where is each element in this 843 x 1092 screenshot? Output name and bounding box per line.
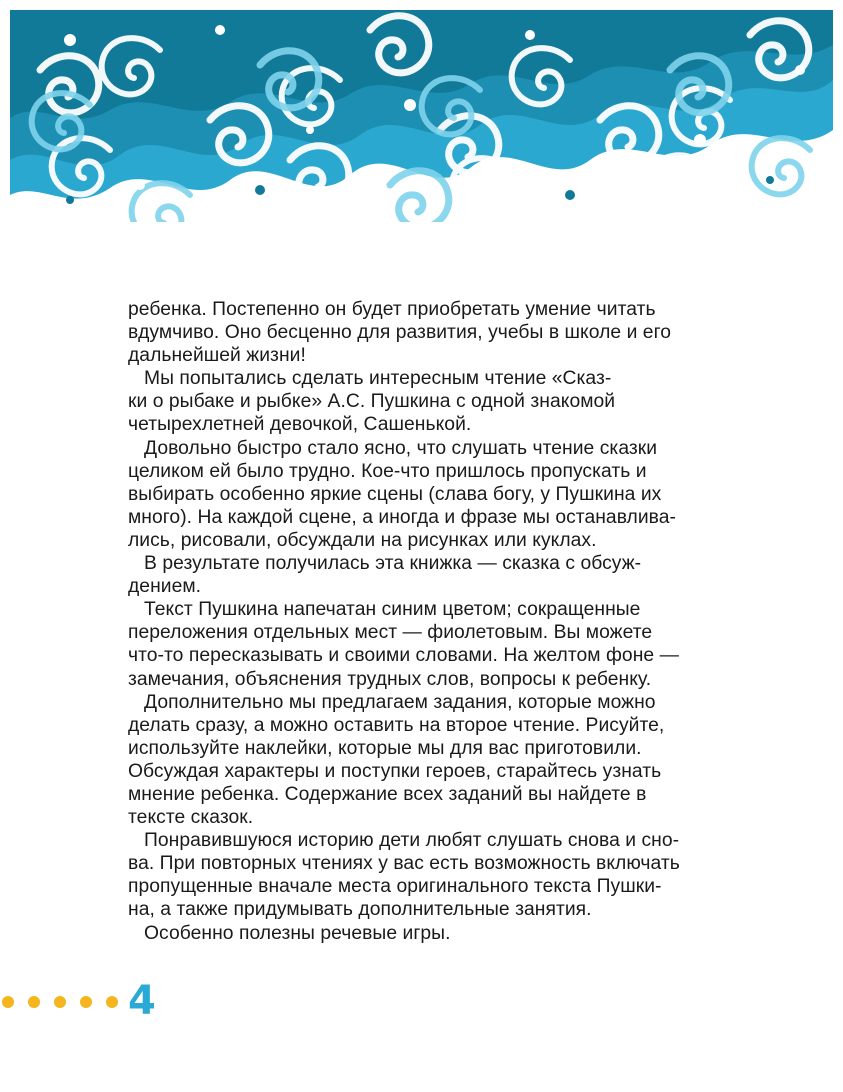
page-marker-dot (80, 996, 92, 1008)
text-line: что-то пересказывать и своими словами. На желтом фоне — (128, 645, 679, 667)
text-line: переложения отдельных мест — фиолетовым. Вы можете (128, 622, 653, 644)
text-line: дальнейшей жизни! (128, 345, 306, 367)
text-line: выбирать особенно яркие сцены (слава богу, у Пушкина их (128, 483, 662, 505)
text-line: лись, рисовали, обсуждали на рисунках или куклах. (128, 529, 597, 551)
page-top-margin (0, 0, 843, 10)
page-marker-dot (28, 996, 40, 1008)
text-line: дением. (128, 576, 202, 598)
text-line: много). На каждой сцене, а иногда и фразе мы останавлива- (128, 506, 676, 528)
swirl-ornament (10, 10, 833, 222)
text-line: используйте наклейки, которые мы для вас приготовили. (128, 737, 642, 759)
text-line: мнение ребенка. Содержание всех заданий вы найдете в (128, 783, 647, 805)
text-line: Понравившуюся историю дети любят слушать снова и сно- (144, 830, 680, 852)
text-line: ребенка. Постепенно он будет приобретать умение читать (128, 299, 656, 320)
page-marker-dot (2, 996, 14, 1008)
text-line: тексте сказок. (128, 807, 254, 829)
text-line: пропущенные вначале места оригинального текста Пушки- (128, 876, 662, 898)
text-line: Текст Пушкина напечатан синим цветом; сокращенные (144, 599, 641, 621)
page-marker-dot (54, 996, 66, 1008)
page-number: 4 (128, 978, 156, 1024)
text-line: на, а также придумывать дополнительные занятия. (128, 899, 592, 921)
text-line: ва. При повторных чтениях у вас есть возможность включать (128, 853, 680, 875)
text-line: Дополнительно мы предлагаем задания, которые можно (144, 691, 656, 713)
text-line: целиком ей было трудно. Кое-что пришлось пропускать и (128, 460, 647, 482)
decorative-swirl-banner (10, 10, 833, 222)
text-line: ки о рыбаке и рыбке» А.С. Пушкина с одной знакомой (128, 391, 616, 413)
text-line: делать сразу, а можно оставить на второе чтение. Рисуйте, (128, 714, 665, 736)
text-line: Обсуждая характеры и поступки героев, старайтесь узнать (128, 760, 662, 782)
text-line: замечания, объяснения трудных слов, вопросы к ребенку. (128, 668, 652, 690)
text-line: четырехлетней девочкой, Сашенькой. (128, 414, 472, 436)
text-line: Мы попытались сделать интересным чтение «Сказ- (144, 368, 612, 390)
text-line: Особенно полезны речевые игры. (144, 922, 451, 944)
page-marker-dot (106, 996, 118, 1008)
text-line: вдумчиво. Оно бесценно для развития, учебы в школе и его (128, 322, 672, 344)
text-line: В результате получилась эта книжка — сказка с обсуж- (144, 553, 642, 575)
text-line: Довольно быстро стало ясно, что слушать чтение сказки (144, 437, 658, 459)
body-text (128, 298, 700, 945)
